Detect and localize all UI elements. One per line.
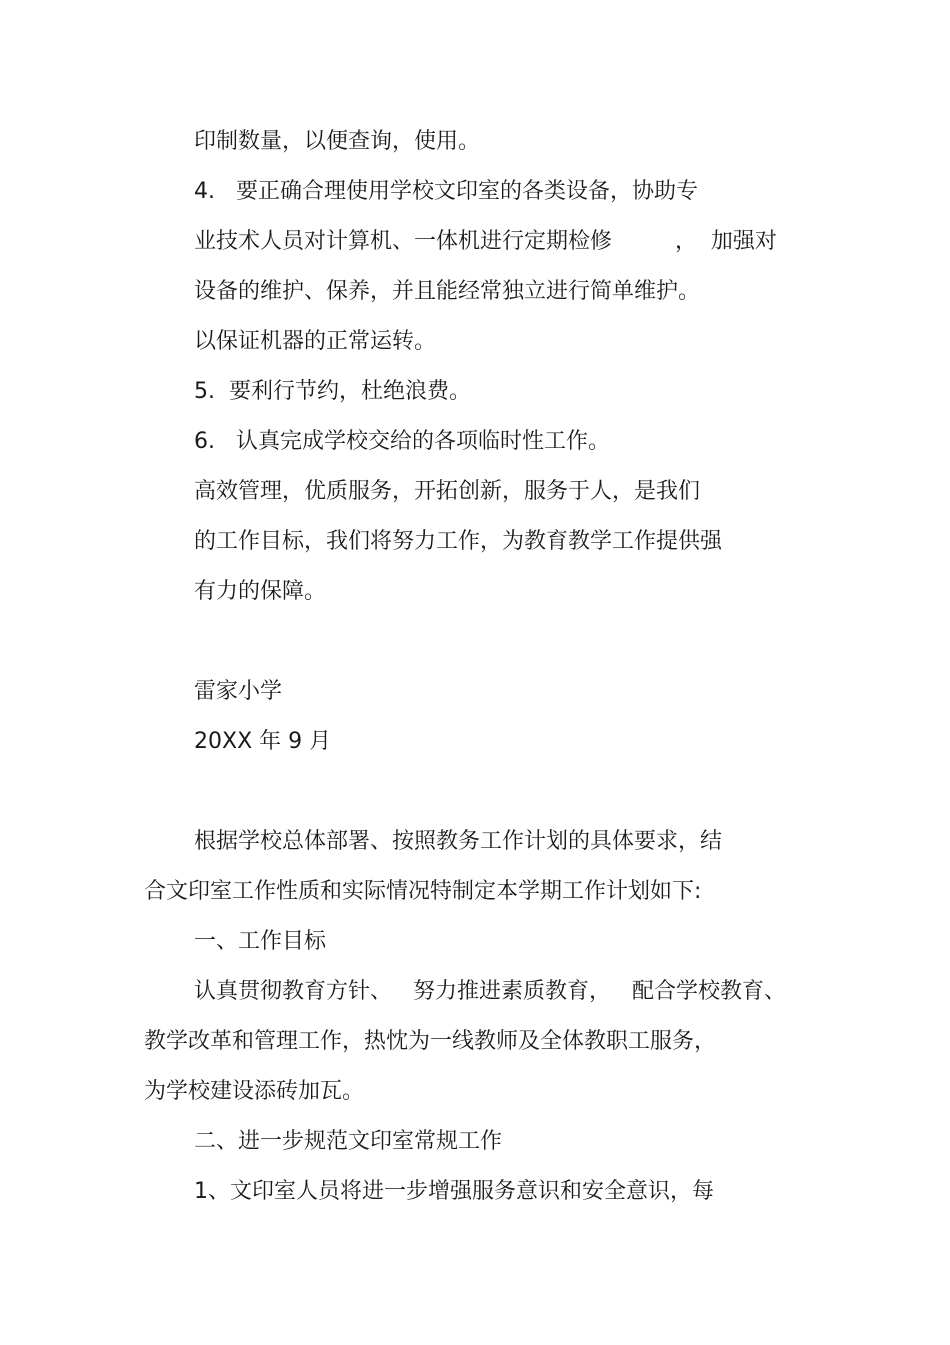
signature-school: 雷家小学	[194, 679, 283, 704]
signature-date: 20XX 年 9 月	[194, 729, 332, 754]
text-line: 业技术人员对计算机、一体机进行定期检修 ， 加强对	[194, 229, 777, 254]
paragraph-first-line: 根据学校总体部署、按照教务工作计划的具体要求，结	[194, 829, 723, 854]
list-item: 5. 要利行节约，杜绝浪费。	[194, 379, 471, 404]
text-line: 以保证机器的正常运转。	[194, 329, 437, 354]
text-line: 设备的维护、保养，并且能经常独立进行简单维护。	[194, 279, 701, 304]
text-line: 为学校建设添砖加瓦。	[144, 1079, 365, 1104]
text-line: 高效管理，优质服务，开拓创新，服务于人，是我们	[194, 479, 701, 504]
list-item: 1、文印室人员将进一步增强服务意识和安全意识，每	[194, 1179, 714, 1204]
text-line: 有力的保障。	[194, 579, 327, 604]
section-heading: 一、工作目标	[194, 929, 327, 954]
list-item: 6. 认真完成学校交给的各项临时性工作。	[194, 429, 610, 454]
section-heading: 二、进一步规范文印室常规工作	[194, 1129, 503, 1154]
text-line: 合文印室工作性质和实际情况特制定本学期工作计划如下:	[144, 879, 702, 904]
list-item: 4. 要正确合理使用学校文印室的各类设备，协助专	[194, 179, 698, 204]
text-line: 的工作目标，我们将努力工作，为教育教学工作提供强	[194, 529, 723, 554]
text-line: 印制数量，以便查询，使用。	[194, 129, 481, 154]
text-line: 教学改革和管理工作，热忱为一线教师及全体教职工服务，	[144, 1029, 717, 1054]
paragraph-first-line: 认真贯彻教育方针、 努力推进素质教育， 配合学校教育、	[194, 979, 786, 1004]
